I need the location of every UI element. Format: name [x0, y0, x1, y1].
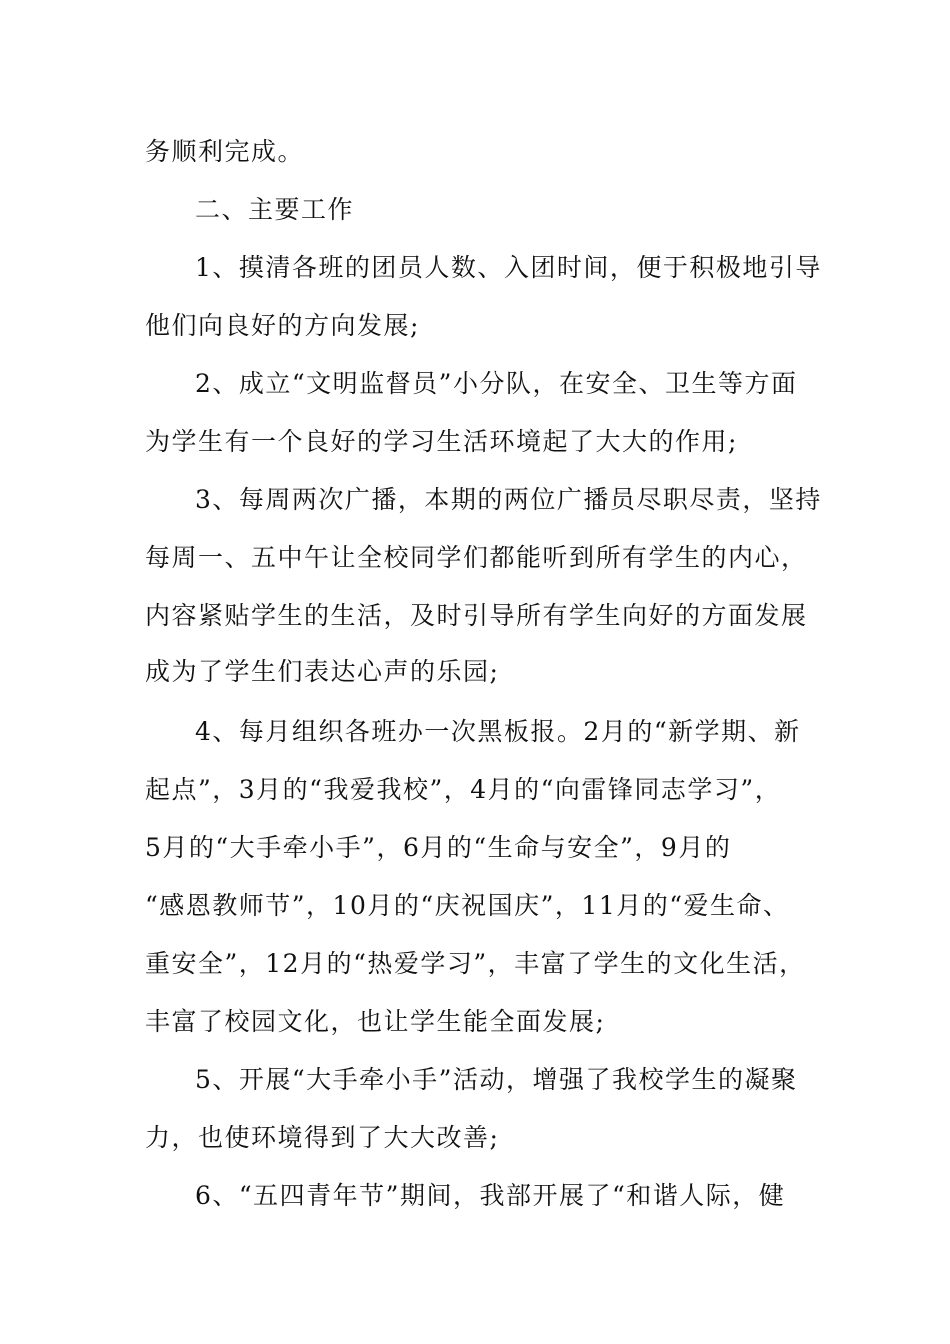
- text-line: 6、“五四青年节”期间，我部开展了“和谐人际，健: [195, 1181, 786, 1210]
- text-line: 1、摸清各班的团员人数、入团时间，便于积极地引导: [195, 253, 822, 282]
- text-line: “感恩教师节”，10月的“庆祝国庆”，11月的“爱生命、: [145, 891, 790, 920]
- text-line: 务顺利完成。: [145, 137, 305, 166]
- text-line: 5、开展“大手牵小手”活动，增强了我校学生的凝聚: [195, 1065, 798, 1094]
- text-line: 每周一、五中午让全校同学们都能听到所有学生的内心，: [145, 543, 808, 572]
- text-line: 他们向良好的方向发展;: [145, 311, 420, 340]
- text-line: 3、每周两次广播，本期的两位广播员尽职尽责，坚持: [195, 485, 822, 514]
- text-line: 重安全”，12月的“热爱学习”，丰富了学生的文化生活，: [145, 949, 806, 978]
- text-line: 起点”，3月的“我爱我校”，4月的“向雷锋同志学习”，: [145, 775, 782, 804]
- text-line: 内容紧贴学生的生活，及时引导所有学生向好的方面发展: [145, 601, 808, 630]
- text-line: 4、每月组织各班办一次黑板报。2月的“新学期、新: [195, 717, 801, 746]
- text-line: 力，也使环境得到了大大改善;: [145, 1123, 500, 1152]
- text-line: 丰富了校园文化，也让学生能全面发展;: [145, 1007, 606, 1036]
- text-line: 2、成立“文明监督员”小分队，在安全、卫生等方面: [195, 369, 798, 398]
- text-line: 成为了学生们表达心声的乐园;: [145, 657, 500, 686]
- section-heading: 二、主要工作: [195, 195, 355, 224]
- text-line: 为学生有一个良好的学习生活环境起了大大的作用;: [145, 427, 738, 456]
- text-line: 5月的“大手牵小手”，6月的“生命与安全”，9月的: [145, 833, 732, 862]
